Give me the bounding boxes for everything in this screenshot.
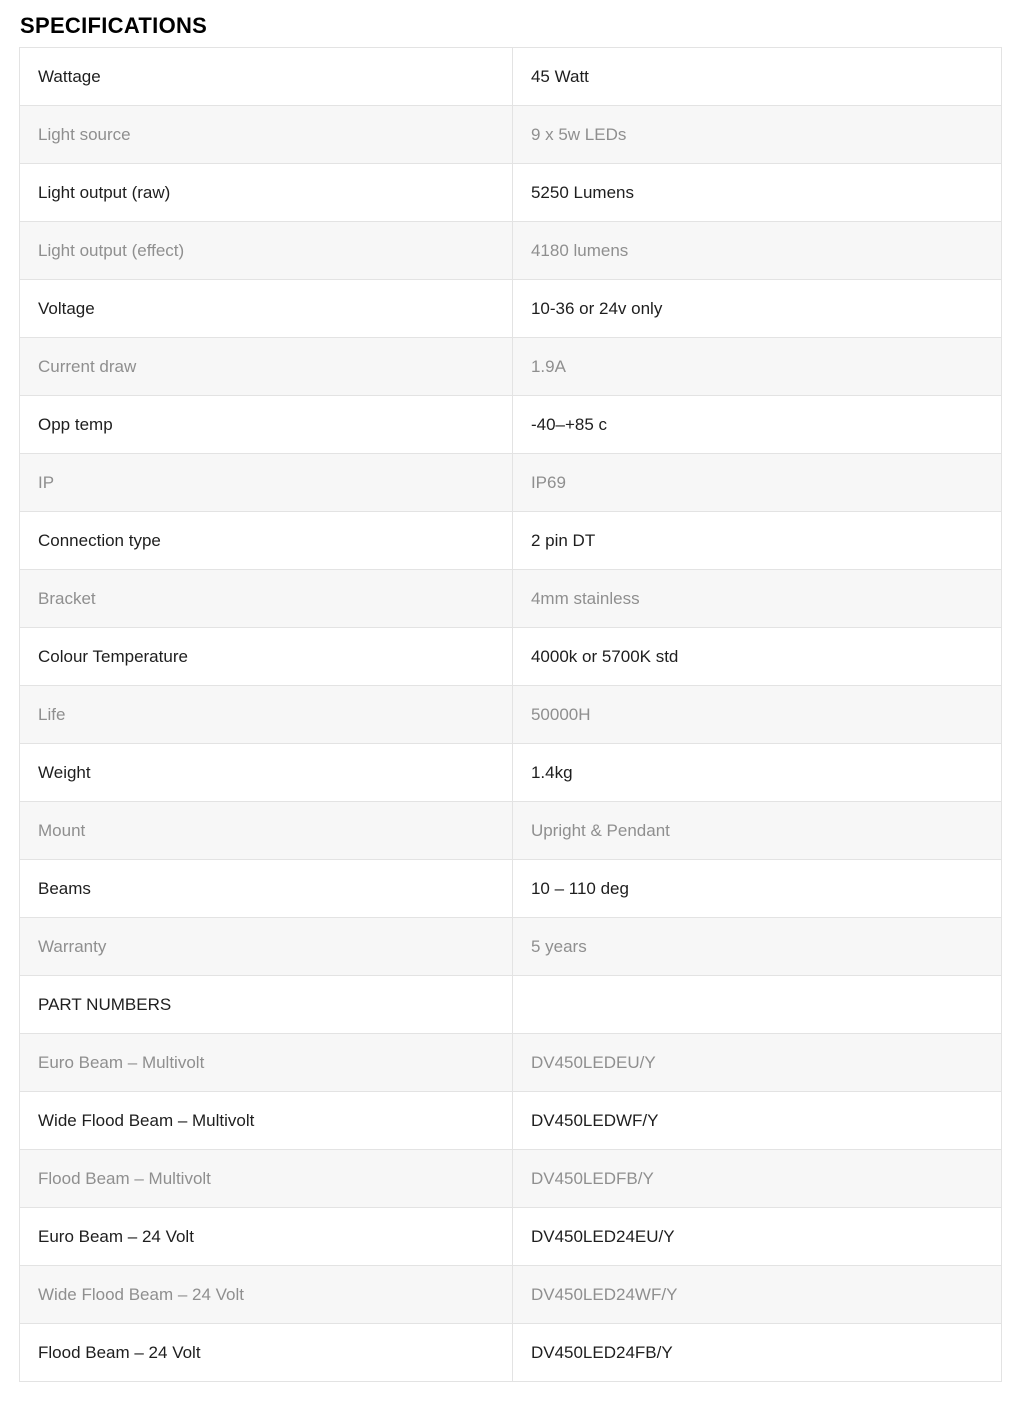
spec-label-cell: Light output (effect) (20, 222, 513, 280)
table-row (20, 106, 1002, 164)
spec-label-cell: Wide Flood Beam – Multivolt (20, 1092, 513, 1150)
spec-label-cell: Weight (20, 744, 513, 802)
spec-label-cell: Euro Beam – 24 Volt (20, 1208, 513, 1266)
spec-value-cell: 4000k or 5700K std (512, 628, 1001, 686)
table-row (20, 1266, 1002, 1324)
table-row (20, 338, 1002, 396)
spec-value-cell: DV450LEDEU/Y (512, 1034, 1001, 1092)
spec-label-cell: Light source (20, 106, 513, 164)
spec-value-cell: -40–+85 c (512, 396, 1001, 454)
spec-value-cell: 2 pin DT (512, 512, 1001, 570)
spec-value-cell: 4mm stainless (512, 570, 1001, 628)
table-row (20, 164, 1002, 222)
spec-label-cell: Euro Beam – Multivolt (20, 1034, 513, 1092)
table-row (20, 454, 1002, 512)
spec-label-cell: Voltage (20, 280, 513, 338)
table-row (20, 802, 1002, 860)
spec-value-cell: 1.4kg (512, 744, 1001, 802)
table-row (20, 1034, 1002, 1092)
spec-value-cell: 45 Watt (512, 48, 1001, 106)
spec-value-cell: 5 years (512, 918, 1001, 976)
table-row (20, 860, 1002, 918)
spec-label-cell: Colour Temperature (20, 628, 513, 686)
table-row (20, 628, 1002, 686)
spec-label-cell: Wide Flood Beam – 24 Volt (20, 1266, 513, 1324)
table-row (20, 512, 1002, 570)
table-row (20, 976, 1002, 1034)
spec-label-cell: Life (20, 686, 513, 744)
spec-value-cell (512, 976, 1001, 1034)
spec-value-cell: 9 x 5w LEDs (512, 106, 1001, 164)
table-row (20, 918, 1002, 976)
spec-label-cell: Opp temp (20, 396, 513, 454)
spec-value-cell: DV450LED24WF/Y (512, 1266, 1001, 1324)
spec-label-cell: Flood Beam – Multivolt (20, 1150, 513, 1208)
spec-label-cell: Flood Beam – 24 Volt (20, 1324, 513, 1382)
spec-value-cell: Upright & Pendant (512, 802, 1001, 860)
table-row (20, 570, 1002, 628)
spec-label-cell: Current draw (20, 338, 513, 396)
spec-table-body (20, 48, 1002, 1382)
spec-value-cell: 4180 lumens (512, 222, 1001, 280)
table-row (20, 280, 1002, 338)
spec-label-cell: Connection type (20, 512, 513, 570)
spec-label-cell: PART NUMBERS (20, 976, 513, 1034)
table-row (20, 222, 1002, 280)
spec-value-cell: 5250 Lumens (512, 164, 1001, 222)
spec-value-cell: 10-36 or 24v only (512, 280, 1001, 338)
table-row (20, 1208, 1002, 1266)
spec-label-cell: Beams (20, 860, 513, 918)
spec-value-cell: DV450LEDFB/Y (512, 1150, 1001, 1208)
spec-value-cell: IP69 (512, 454, 1001, 512)
spec-label-cell: Light output (raw) (20, 164, 513, 222)
spec-value-cell: DV450LEDWF/Y (512, 1092, 1001, 1150)
table-row (20, 1150, 1002, 1208)
table-row (20, 1324, 1002, 1382)
specifications-table (19, 47, 1002, 1382)
table-row (20, 1092, 1002, 1150)
spec-value-cell: 10 – 110 deg (512, 860, 1001, 918)
spec-value-cell: DV450LED24EU/Y (512, 1208, 1001, 1266)
spec-value-cell: 50000H (512, 686, 1001, 744)
spec-label-cell: IP (20, 454, 513, 512)
table-row (20, 744, 1002, 802)
spec-label-cell: Bracket (20, 570, 513, 628)
spec-label-cell: Warranty (20, 918, 513, 976)
spec-value-cell: 1.9A (512, 338, 1001, 396)
table-row (20, 396, 1002, 454)
page-title: SPECIFICATIONS (20, 13, 208, 38)
spec-label-cell: Wattage (20, 48, 513, 106)
spec-label-cell: Mount (20, 802, 513, 860)
table-row (20, 686, 1002, 744)
spec-value-cell: DV450LED24FB/Y (512, 1324, 1001, 1382)
table-row (20, 48, 1002, 106)
